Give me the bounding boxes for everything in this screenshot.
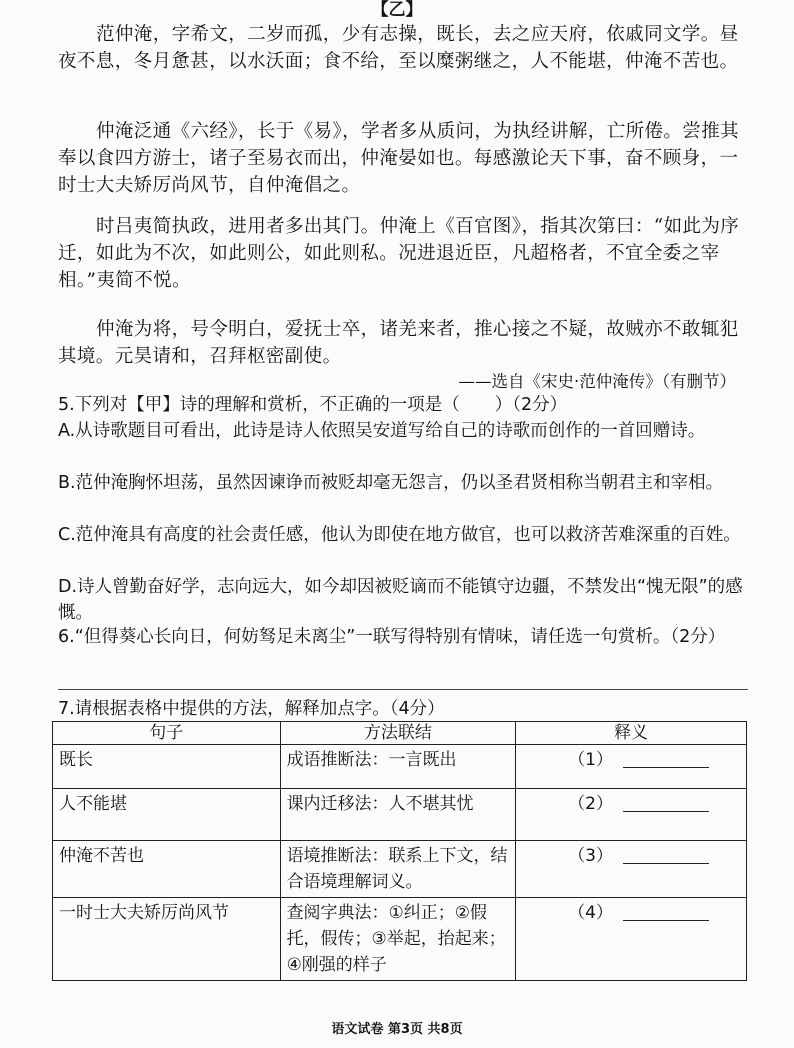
source-citation: ——选自《宋史·范仲淹传》（有删节） [458, 372, 736, 391]
table-cell-method: 课内迁移法：人不堪其忧 [280, 789, 516, 841]
table-row [53, 789, 747, 841]
question-6: 6.“但得葵心长向日，何妨驽足未离尘”一联写得特别有情味，请任选一句赏析。（2分） [58, 627, 726, 647]
passage-paragraph-4: 仲淹为将，号令明白，爱抚士卒，诸羌来者，推心接之不疑，故贼亦不敢辄犯其境。元昊请和，召拜枢密副使。 [58, 319, 739, 367]
passage-paragraph-3: 时吕夷简执政，进用者多出其门。仲淹上《百官图》，指其次第曰：“如此为序迁，如此为不次，如此则公，如此则私。况进退近臣，凡超格者，不宜全委之宰相。”夷简不悦。 [58, 216, 740, 291]
header-meaning: 释义 [516, 722, 747, 745]
table-cell-answer[interactable] [516, 841, 747, 898]
answer-number: （3） [568, 846, 613, 866]
table-cell-sentence: 一时士大夫矫厉尚风节 [53, 898, 281, 981]
header-sentence: 句子 [53, 722, 281, 745]
table-cell-method: 查阅字典法：①纠正；②假托，假传；③举起，抬起来；④刚强的样子 [280, 898, 516, 981]
table-cell-sentence: 仲淹不苦也 [53, 841, 281, 898]
header-method: 方法联结 [280, 722, 516, 745]
section-title: 【乙】 [371, 0, 423, 20]
answer-number: （4） [568, 903, 613, 923]
table-row [53, 745, 747, 789]
table-cell-sentence: 既长 [53, 745, 281, 789]
page-footer: 语文试卷 第3页 共8页 [331, 1022, 463, 1037]
answer-blank[interactable] [623, 849, 709, 864]
answer-blank[interactable] [623, 753, 709, 768]
question-5-option-b: B.范仲淹胸怀坦荡，虽然因谏诤而被贬却毫无怨言，仍以圣君贤相称当朝君主和宰相。 [58, 473, 724, 493]
question-5: 5.下列对【甲】诗的理解和赏析，不正确的一项是（ ）（2分） [58, 395, 568, 415]
passage-paragraph-1: 范仲淹，字希文，二岁而孤，少有志操，既长，去之应天府，依戚同文学。昼夜不息，冬月惫甚，以水沃面；食不给，至以糜粥继之，人不能堪，仲淹不苦也。 [58, 24, 739, 72]
table-header-row [53, 722, 747, 745]
answer-line[interactable] [58, 689, 748, 690]
table-cell-sentence: 人不能堪 [53, 789, 281, 841]
answer-number: （2） [568, 794, 613, 814]
table-cell-method: 语境推断法：联系上下文，结合语境理解词义。 [280, 841, 516, 898]
table-cell-answer[interactable] [516, 745, 747, 789]
table-cell-method: 成语推断法：一言既出 [280, 745, 516, 789]
question-5-option-c: C.范仲淹具有高度的社会责任感，他认为即使在地方做官，也可以救济苦难深重的百姓。 [58, 525, 741, 545]
table-row [53, 841, 747, 898]
table-row [53, 898, 747, 981]
answer-blank[interactable] [623, 797, 709, 812]
question-7: 7.请根据表格中提供的方法，解释加点字。（4分） [58, 699, 445, 719]
table-cell-answer[interactable] [516, 789, 747, 841]
vocabulary-table [52, 721, 747, 981]
answer-blank[interactable] [623, 906, 709, 921]
question-5-option-d: D.诗人曾勤奋好学，志向远大，如今却因被贬谪而不能镇守边疆，不禁发出“愧无限”的感慨。 [58, 577, 743, 623]
answer-number: （1） [568, 750, 613, 770]
table-cell-answer[interactable] [516, 898, 747, 981]
question-5-option-a: A.从诗歌题目可看出，此诗是诗人依照吴安道写给自己的诗歌而创作的一首回赠诗。 [58, 421, 706, 441]
passage-paragraph-2: 仲淹泛通《六经》，长于《易》，学者多从质问，为执经讲解，亡所倦。尝推其奉以食四方游士，诸子至易衣而出，仲淹晏如也。每感激论天下事，奋不顾身，一时士大夫矫厉尚风节，自仲淹倡之。 [58, 121, 740, 196]
